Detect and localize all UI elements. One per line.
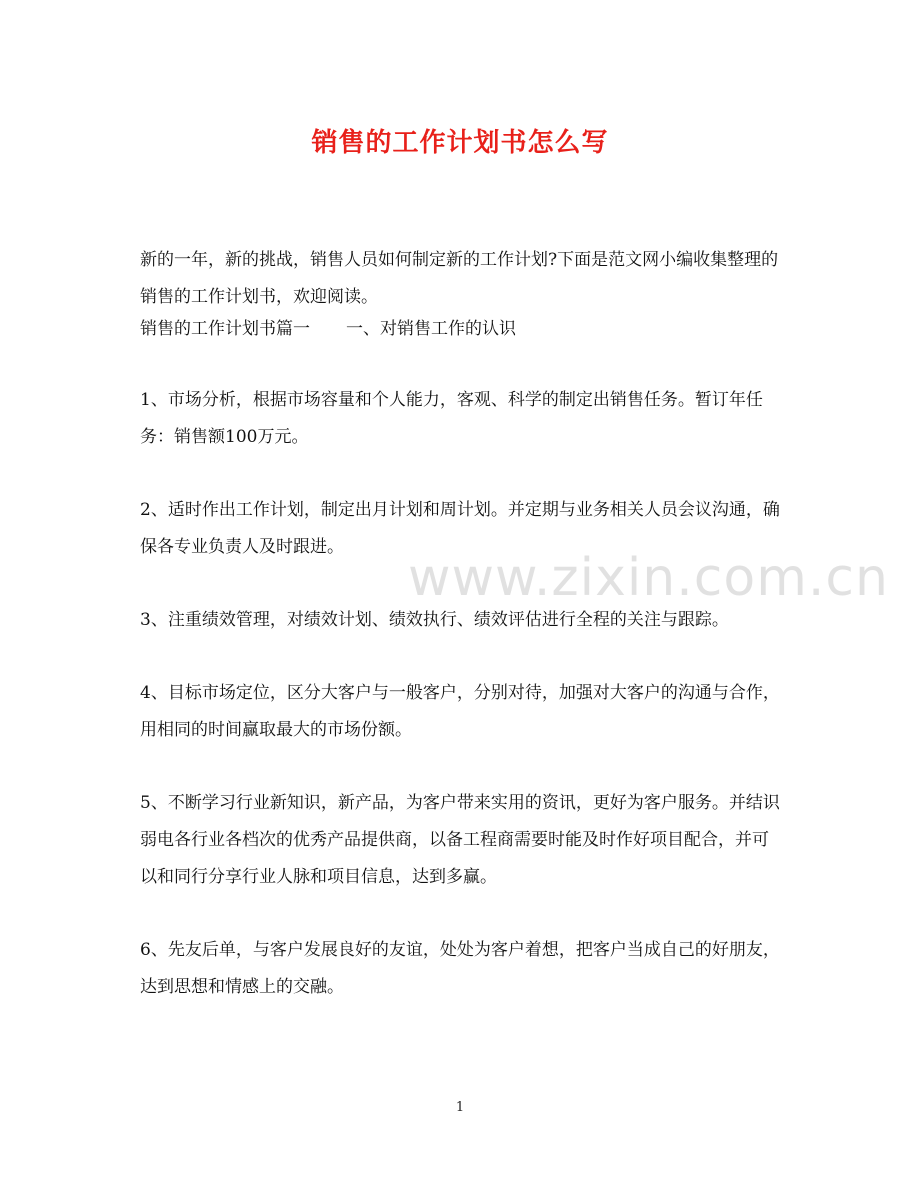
document-title: 销售的工作计划书怎么写: [311, 128, 609, 158]
subsection-heading: 一、对销售工作的认识: [346, 319, 516, 339]
page-number: 1: [455, 1100, 465, 1115]
list-item: 6、先友后单，与客户发展良好的友谊，处处为客户着想，把客户当成自己的好朋友，达到思想和情感上的交融。: [140, 940, 780, 997]
watermark: www.zixin.com.cn: [408, 548, 889, 608]
list-item: 5、不断学习行业新知识，新产品，为客户带来实用的资讯，更好为客户服务。并结识弱电各行业各档次的优秀产品提供商，以备工程商需要时能及时作好项目配合，并可以和同行分享行业人脉和项目信息，达到多赢。: [140, 793, 780, 887]
intro-paragraph: 新的一年，新的挑战，销售人员如何制定新的工作计划?下面是范文网小编收集整理的销售的工作计划书，欢迎阅读。: [140, 250, 779, 307]
list-item: 2、适时作出工作计划，制定出月计划和周计划。并定期与业务相关人员会议沟通，确保各专业负责人及时跟进。: [140, 500, 780, 557]
section-heading-line: [140, 316, 785, 342]
document-body: [140, 242, 785, 1006]
list-item: 1、市场分析，根据市场容量和个人能力，客观、科学的制定出销售任务。暂订年任务：销售额100万元。: [140, 390, 763, 447]
section-heading: 销售的工作计划书篇一: [140, 319, 310, 339]
list-item: 3、注重绩效管理，对绩效计划、绩效执行、绩效评估进行全程的关注与跟踪。: [140, 610, 729, 630]
list-item: 4、目标市场定位，区分大客户与一般客户，分别对待，加强对大客户的沟通与合作，用相同的时间赢取最大的市场份额。: [140, 683, 780, 740]
